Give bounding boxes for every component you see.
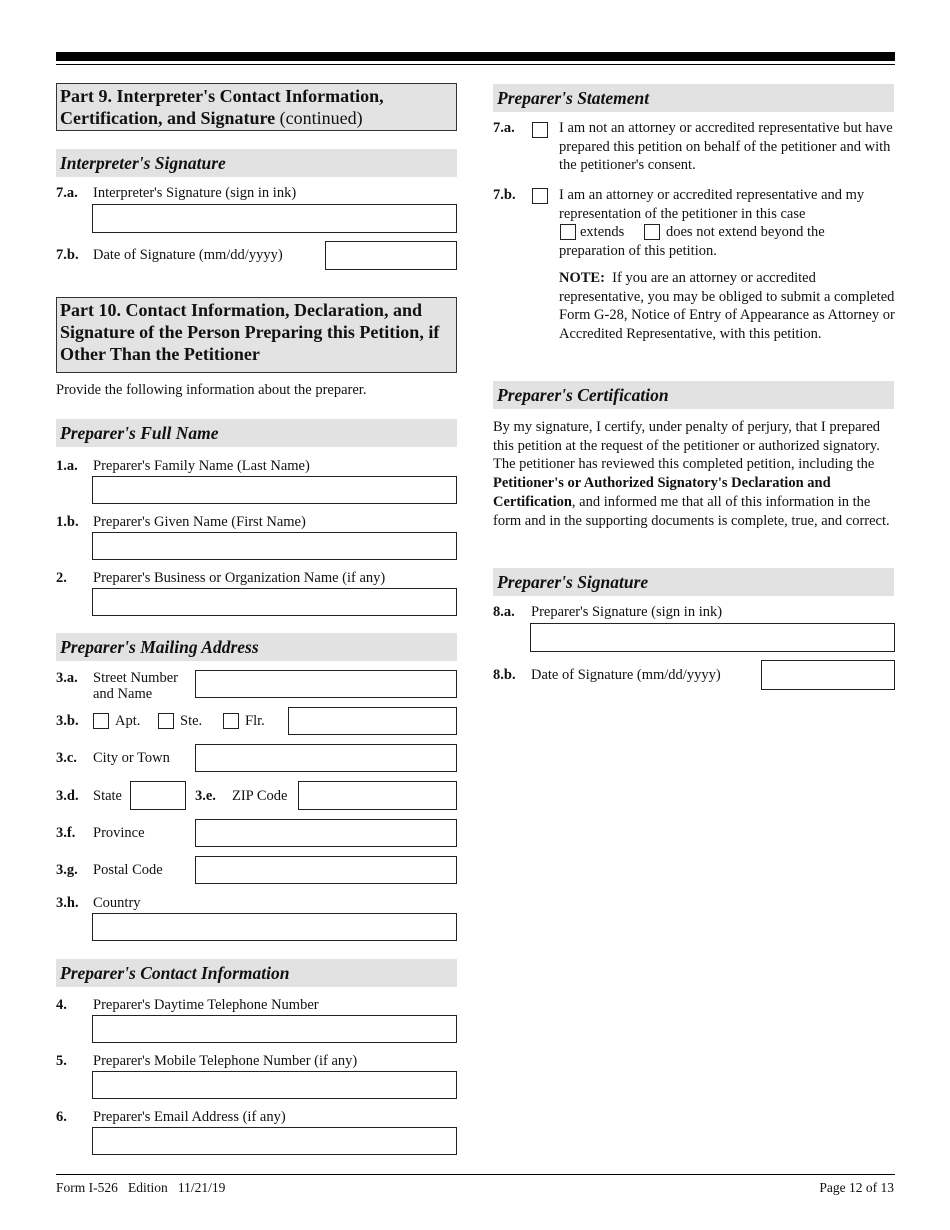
street-field[interactable] <box>195 670 457 698</box>
q3h-number: 3.h. <box>56 895 79 911</box>
certification-text-2: , and informed me that all of this information in the form and in the supporting documents is complete, true, and correct. <box>493 493 890 529</box>
q3g-label: Postal Code <box>93 862 163 878</box>
form-edition: Form I-526 Edition 11/21/19 <box>56 1180 226 1195</box>
q5-number: 5. <box>56 1053 67 1069</box>
q8b-number: 8.b. <box>493 667 516 683</box>
q1b-number: 1.b. <box>56 514 79 530</box>
q3h-label: Country <box>93 895 141 911</box>
part10-header <box>56 297 457 373</box>
part9-continued: (continued) <box>279 108 363 128</box>
not-attorney-checkbox[interactable] <box>532 122 548 138</box>
q3a-label-line1: Street Number <box>93 670 178 686</box>
zip-field[interactable] <box>298 781 457 810</box>
province-field[interactable] <box>195 819 457 847</box>
note-label: NOTE: <box>559 270 605 286</box>
q3e-label: ZIP Code <box>232 788 288 804</box>
flr-checkbox[interactable] <box>223 713 239 729</box>
q3c-label: City or Town <box>93 750 170 766</box>
q1a-number: 1.a. <box>56 458 78 474</box>
stmt-q7a-text: I am not an attorney or accredited representative but have prepared this petition on behalf of the petitioner and with the petitioner's consent. <box>559 120 893 174</box>
contact-info-heading: Preparer's Contact Information <box>56 959 457 987</box>
postal-code-field[interactable] <box>195 856 457 884</box>
q8b-label: Date of Signature (mm/dd/yyyy) <box>531 667 721 683</box>
q4-number: 4. <box>56 997 67 1013</box>
q3b-number: 3.b. <box>56 713 79 729</box>
not-extend-label: does not extend beyond the <box>666 224 825 240</box>
preparer-signature-heading: Preparer's Signature <box>493 568 894 596</box>
daytime-phone-field[interactable] <box>92 1015 457 1043</box>
note-paragraph <box>559 269 897 344</box>
q5-label: Preparer's Mobile Telephone Number (if any) <box>93 1053 358 1069</box>
q3a-label-line2: and Name <box>93 686 153 702</box>
note-text: If you are an attorney or accredited representative, you may be obliged to submit a completed Form G-28, Notice of Entry of Appearance as Attorney or Accredited Representative, with this petition. <box>559 270 895 343</box>
attorney-checkbox[interactable] <box>532 188 548 204</box>
q1a-label: Preparer's Family Name (Last Name) <box>93 458 310 474</box>
preparer-signature-field[interactable] <box>530 623 895 652</box>
q8a-label: Preparer's Signature (sign in ink) <box>531 604 723 620</box>
full-name-heading: Preparer's Full Name <box>56 419 457 447</box>
q3f-label: Province <box>93 825 145 841</box>
q3c-number: 3.c. <box>56 750 77 766</box>
ste-checkbox[interactable] <box>158 713 174 729</box>
q1b-label: Preparer's Given Name (First Name) <box>93 514 306 530</box>
q3f-number: 3.f. <box>56 825 76 841</box>
given-name-field[interactable] <box>92 532 457 560</box>
q7a-number: 7.a. <box>56 185 78 201</box>
q7b-label: Date of Signature (mm/dd/yyyy) <box>93 247 283 263</box>
not-extend-checkbox[interactable] <box>644 224 660 240</box>
certification-bold: Petitioner's or Authorized Signatory's Declaration and Certification <box>493 475 831 510</box>
q7b-number: 7.b. <box>56 247 79 263</box>
footer-rule <box>56 1174 895 1175</box>
email-field[interactable] <box>92 1127 457 1155</box>
preparer-statement-heading: Preparer's Statement <box>493 84 894 112</box>
stmt-q7b-number: 7.b. <box>493 187 516 203</box>
part9-title: Part 9. Interpreter's Contact Information, Certification, and Signature <box>60 86 384 128</box>
apt-label: Apt. <box>115 713 141 729</box>
extends-checkbox[interactable] <box>560 224 576 240</box>
stmt-q7a-number: 7.a. <box>493 120 515 136</box>
certification-text-1: By my signature, I certify, under penalty of perjury, that I prepared this petition at the request of the petitioner or authorized signatory. The petitioner has reviewed this completed petition, including the <box>493 419 881 473</box>
q4-label: Preparer's Daytime Telephone Number <box>93 997 319 1013</box>
business-name-field[interactable] <box>92 588 457 616</box>
top-rule-thick <box>56 52 895 61</box>
stmt-q7b-text: I am an attorney or accredited representative and my representation of the petitioner in this case <box>559 187 865 222</box>
interpreter-signature-heading: Interpreter's Signature <box>56 149 457 177</box>
flr-label: Flr. <box>245 713 265 729</box>
interpreter-date-field[interactable] <box>325 241 457 270</box>
q7a-label: Interpreter's Signature (sign in ink) <box>93 185 297 201</box>
q3g-number: 3.g. <box>56 862 78 878</box>
q3d-label: State <box>93 788 122 804</box>
ste-label: Ste. <box>180 713 203 729</box>
q3d-number: 3.d. <box>56 788 79 804</box>
q6-label: Preparer's Email Address (if any) <box>93 1109 286 1125</box>
part10-intro: Provide the following information about the preparer. <box>56 382 367 398</box>
q2-number: 2. <box>56 570 67 586</box>
state-field[interactable] <box>130 781 186 810</box>
certification-text <box>493 418 897 530</box>
q6-number: 6. <box>56 1109 67 1125</box>
stmt-q7b-tail: preparation of this petition. <box>559 243 717 259</box>
top-rule-thin <box>56 64 895 65</box>
preparer-date-field[interactable] <box>761 660 895 690</box>
family-name-field[interactable] <box>92 476 457 504</box>
city-field[interactable] <box>195 744 457 772</box>
extends-label: extends <box>580 224 625 240</box>
unit-number-field[interactable] <box>288 707 457 735</box>
q3e-number: 3.e. <box>195 788 216 804</box>
country-field[interactable] <box>92 913 457 941</box>
q8a-number: 8.a. <box>493 604 515 620</box>
mobile-phone-field[interactable] <box>92 1071 457 1099</box>
q2-label: Preparer's Business or Organization Name (if any) <box>93 570 386 586</box>
interpreter-signature-field[interactable] <box>92 204 457 233</box>
preparer-certification-heading: Preparer's Certification <box>493 381 894 409</box>
part10-title: Part 10. Contact Information, Declaration, and Signature of the Person Preparing this Petition, if Other Than the Petitioner <box>60 300 440 364</box>
part9-header <box>56 83 457 131</box>
apt-checkbox[interactable] <box>93 713 109 729</box>
mailing-address-heading: Preparer's Mailing Address <box>56 633 457 661</box>
page-number: Page 12 of 13 <box>819 1180 894 1195</box>
q3a-number: 3.a. <box>56 670 78 686</box>
